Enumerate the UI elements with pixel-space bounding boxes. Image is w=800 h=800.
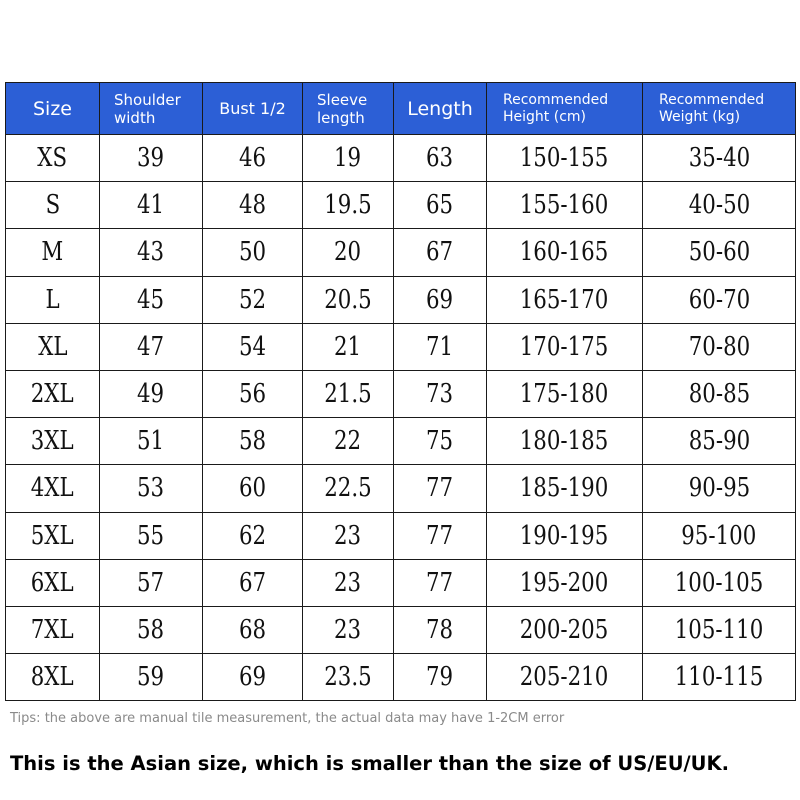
cell-shoulder: 55 bbox=[100, 512, 203, 559]
cell-sleeve: 23 bbox=[303, 606, 394, 653]
cell-height: 155-160 bbox=[487, 182, 643, 229]
cell-length: 75 bbox=[394, 418, 487, 465]
cell-length: 69 bbox=[394, 276, 487, 323]
cell-shoulder: 53 bbox=[100, 465, 203, 512]
header-recommended-height bbox=[487, 83, 643, 135]
header-shoulder-line2: width bbox=[114, 108, 156, 127]
header-size bbox=[6, 83, 100, 135]
cell-sleeve: 22.5 bbox=[303, 465, 394, 512]
table-row bbox=[6, 654, 796, 701]
table-header bbox=[6, 83, 796, 135]
cell-bust: 48 bbox=[203, 182, 303, 229]
header-bust bbox=[203, 83, 303, 135]
cell-bust: 69 bbox=[203, 654, 303, 701]
table-row bbox=[6, 606, 796, 653]
size-chart-table bbox=[5, 82, 796, 701]
header-height-line2: Height (cm) bbox=[503, 108, 586, 125]
cell-shoulder: 58 bbox=[100, 606, 203, 653]
cell-size: S bbox=[6, 182, 100, 229]
cell-height: 180-185 bbox=[487, 418, 643, 465]
cell-height: 175-180 bbox=[487, 370, 643, 417]
cell-height: 165-170 bbox=[487, 276, 643, 323]
cell-length: 77 bbox=[394, 512, 487, 559]
cell-size: XL bbox=[6, 323, 100, 370]
cell-sleeve: 19.5 bbox=[303, 182, 394, 229]
asian-size-note: This is the Asian size, which is smaller than the size of US/EU/UK. bbox=[10, 752, 730, 775]
cell-bust: 68 bbox=[203, 606, 303, 653]
cell-weight: 60-70 bbox=[643, 276, 796, 323]
cell-shoulder: 39 bbox=[100, 135, 203, 182]
table-body bbox=[6, 135, 796, 701]
cell-sleeve: 22 bbox=[303, 418, 394, 465]
cell-weight: 110-115 bbox=[643, 654, 796, 701]
table-row bbox=[6, 418, 796, 465]
header-length bbox=[394, 83, 487, 135]
cell-weight: 70-80 bbox=[643, 323, 796, 370]
header-sleeve-length bbox=[303, 83, 394, 135]
header-sleeve-line1: Sleeve bbox=[317, 90, 368, 109]
header-length-text: Length bbox=[407, 97, 473, 120]
header-weight-line1: Recommended bbox=[659, 91, 765, 108]
cell-length: 67 bbox=[394, 229, 487, 276]
cell-size: 3XL bbox=[6, 418, 100, 465]
cell-weight: 95-100 bbox=[643, 512, 796, 559]
header-weight-line2: Weight (kg) bbox=[659, 108, 741, 125]
cell-weight: 100-105 bbox=[643, 559, 796, 606]
table-row bbox=[6, 559, 796, 606]
cell-height: 200-205 bbox=[487, 606, 643, 653]
table-row bbox=[6, 135, 796, 182]
cell-bust: 56 bbox=[203, 370, 303, 417]
cell-shoulder: 45 bbox=[100, 276, 203, 323]
cell-bust: 60 bbox=[203, 465, 303, 512]
cell-bust: 46 bbox=[203, 135, 303, 182]
cell-height: 205-210 bbox=[487, 654, 643, 701]
cell-shoulder: 51 bbox=[100, 418, 203, 465]
cell-height: 185-190 bbox=[487, 465, 643, 512]
cell-length: 78 bbox=[394, 606, 487, 653]
table-row bbox=[6, 512, 796, 559]
header-bust-text: Bust 1/2 bbox=[219, 98, 286, 118]
header-recommended-weight bbox=[643, 83, 796, 135]
header-shoulder-width bbox=[100, 83, 203, 135]
cell-sleeve: 21.5 bbox=[303, 370, 394, 417]
cell-weight: 35-40 bbox=[643, 135, 796, 182]
cell-length: 65 bbox=[394, 182, 487, 229]
cell-shoulder: 43 bbox=[100, 229, 203, 276]
cell-length: 77 bbox=[394, 559, 487, 606]
cell-sleeve: 19 bbox=[303, 135, 394, 182]
cell-weight: 40-50 bbox=[643, 182, 796, 229]
table-row bbox=[6, 370, 796, 417]
cell-size: L bbox=[6, 276, 100, 323]
cell-bust: 58 bbox=[203, 418, 303, 465]
table-row bbox=[6, 229, 796, 276]
table-row bbox=[6, 182, 796, 229]
cell-weight: 90-95 bbox=[643, 465, 796, 512]
cell-weight: 105-110 bbox=[643, 606, 796, 653]
header-shoulder-line1: Shoulder bbox=[114, 90, 181, 109]
cell-size: 4XL bbox=[6, 465, 100, 512]
cell-sleeve: 23 bbox=[303, 512, 394, 559]
cell-length: 79 bbox=[394, 654, 487, 701]
header-sleeve-line2: length bbox=[317, 108, 365, 127]
cell-bust: 62 bbox=[203, 512, 303, 559]
header-height-line1: Recommended bbox=[503, 91, 609, 108]
cell-bust: 52 bbox=[203, 276, 303, 323]
table-row bbox=[6, 465, 796, 512]
cell-shoulder: 57 bbox=[100, 559, 203, 606]
cell-length: 63 bbox=[394, 135, 487, 182]
cell-height: 170-175 bbox=[487, 323, 643, 370]
cell-height: 195-200 bbox=[487, 559, 643, 606]
header-row bbox=[6, 83, 796, 135]
cell-height: 190-195 bbox=[487, 512, 643, 559]
cell-weight: 80-85 bbox=[643, 370, 796, 417]
cell-sleeve: 20.5 bbox=[303, 276, 394, 323]
cell-height: 160-165 bbox=[487, 229, 643, 276]
cell-size: M bbox=[6, 229, 100, 276]
cell-sleeve: 21 bbox=[303, 323, 394, 370]
measurement-tips: Tips: the above are manual tile measurement, the actual data may have 1-2CM error bbox=[10, 711, 565, 726]
cell-length: 73 bbox=[394, 370, 487, 417]
cell-bust: 54 bbox=[203, 323, 303, 370]
cell-length: 77 bbox=[394, 465, 487, 512]
cell-shoulder: 49 bbox=[100, 370, 203, 417]
cell-shoulder: 47 bbox=[100, 323, 203, 370]
cell-shoulder: 41 bbox=[100, 182, 203, 229]
table-row bbox=[6, 323, 796, 370]
cell-size: 6XL bbox=[6, 559, 100, 606]
cell-height: 150-155 bbox=[487, 135, 643, 182]
cell-size: XS bbox=[6, 135, 100, 182]
cell-sleeve: 23 bbox=[303, 559, 394, 606]
cell-length: 71 bbox=[394, 323, 487, 370]
cell-sleeve: 23.5 bbox=[303, 654, 394, 701]
header-size-text: Size bbox=[32, 97, 72, 120]
cell-size: 2XL bbox=[6, 370, 100, 417]
cell-shoulder: 59 bbox=[100, 654, 203, 701]
cell-size: 5XL bbox=[6, 512, 100, 559]
cell-weight: 85-90 bbox=[643, 418, 796, 465]
cell-size: 7XL bbox=[6, 606, 100, 653]
cell-weight: 50-60 bbox=[643, 229, 796, 276]
cell-bust: 50 bbox=[203, 229, 303, 276]
cell-bust: 67 bbox=[203, 559, 303, 606]
table-row bbox=[6, 276, 796, 323]
cell-sleeve: 20 bbox=[303, 229, 394, 276]
cell-size: 8XL bbox=[6, 654, 100, 701]
